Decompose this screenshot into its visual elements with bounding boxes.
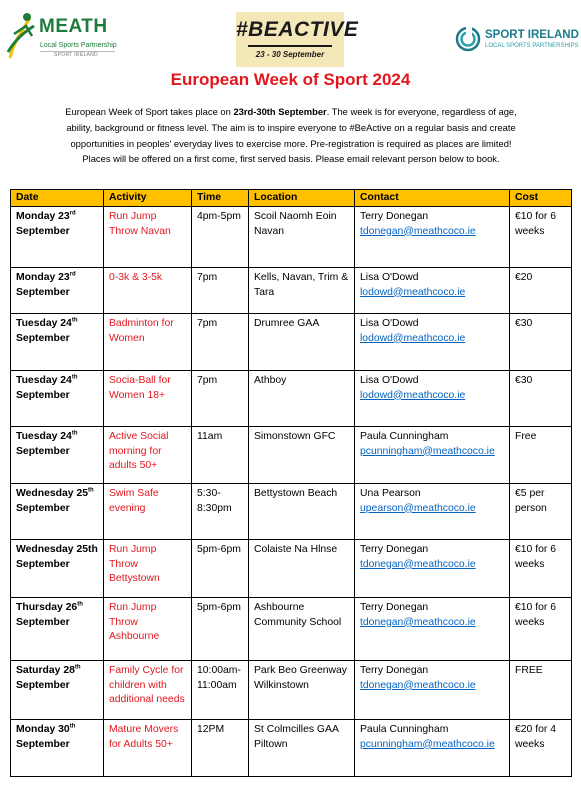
runner-figure-icon [6, 12, 36, 60]
event-time: 7pm [192, 371, 249, 427]
intro-text-rest: . The week is for everyone, regardless of age, ability, background or fitness level. The aim is to inspire everyone to #BeActive on a regular basis and create opportunities in peoples' everyday lives to exercise more. Pre-registration is required as places are limited! Places will be offered on a first come, first served basis. Please email relevant person below to book. [66, 106, 517, 165]
event-activity: 0-3k & 3-5k [104, 268, 192, 314]
table-row [11, 314, 572, 371]
event-day: Tuesday 24 [16, 318, 72, 329]
header-location: Location [249, 190, 355, 207]
table-row [11, 484, 572, 540]
event-location: Athboy [249, 371, 355, 427]
header-cost: Cost [510, 190, 572, 207]
event-cost: €10 for 6 weeks [510, 540, 572, 598]
beactive-logo [236, 12, 359, 67]
event-activity: Run Jump Throw Bettystown [104, 540, 192, 598]
event-date [11, 207, 104, 268]
meath-logo-title: MEATH [39, 16, 108, 37]
event-day-ordinal: th [71, 317, 78, 324]
event-day: Saturday 28 [16, 665, 75, 676]
event-day: Wednesday 25 [16, 488, 88, 499]
event-contact [355, 540, 510, 598]
header-time: Time [192, 190, 249, 207]
event-location: Simonstown GFC [249, 427, 355, 484]
contact-email-link[interactable]: tdonegan@meathcoco.ie [360, 616, 476, 628]
table-row [11, 371, 572, 427]
event-day-ordinal: th [77, 601, 83, 608]
events-table [10, 189, 572, 777]
event-day-ordinal: th [71, 430, 78, 437]
event-cost: €30 [510, 314, 572, 371]
event-month: September [16, 389, 70, 401]
contact-email-link[interactable]: lodowd@meathcoco.ie [360, 332, 466, 344]
contact-email-link[interactable]: pcunningham@meathcoco.ie [360, 445, 495, 457]
event-day: Wednesday 25th [16, 544, 98, 555]
event-activity: Mature Movers for Adults 50+ [104, 720, 192, 777]
event-activity: Badminton for Women [104, 314, 192, 371]
table-row [11, 661, 572, 720]
event-cost: €20 for 4 weeks [510, 720, 572, 777]
intro-text-start: European Week of Sport takes place on [65, 106, 234, 117]
event-month: September [16, 502, 70, 514]
event-date [11, 268, 104, 314]
event-day: Tuesday 24 [16, 431, 72, 442]
event-contact [355, 661, 510, 720]
contact-email-link[interactable]: lodowd@meathcoco.ie [360, 389, 466, 401]
event-date [11, 540, 104, 598]
event-contact [355, 207, 510, 268]
event-location: Kells, Navan, Trim & Tara [249, 268, 355, 314]
event-time: 5:30-8:30pm [192, 484, 249, 540]
contact-name: Terry Donegan [360, 665, 429, 676]
contact-name: Lisa O'Dowd [360, 318, 419, 329]
sport-ireland-logo [455, 24, 579, 58]
event-contact [355, 371, 510, 427]
header-date: Date [11, 190, 104, 207]
contact-name: Lisa O'Dowd [360, 375, 419, 386]
event-contact [355, 427, 510, 484]
event-date [11, 661, 104, 720]
event-month: September [16, 558, 70, 570]
event-month: September [16, 225, 70, 237]
sport-ireland-subtitle: LOCAL SPORTS PARTNERSHIPS [485, 43, 579, 49]
event-day: Monday 30 [16, 724, 70, 735]
meath-logo-tagline: SPORT IRELAND [54, 52, 99, 58]
event-day: Tuesday 24 [16, 375, 72, 386]
contact-name: Terry Donegan [360, 544, 429, 555]
event-day: Monday 23 [16, 272, 70, 283]
beactive-logo-dates: 23 - 30 September [255, 50, 325, 59]
header-activity: Activity [104, 190, 192, 207]
event-month: September [16, 738, 70, 750]
event-activity: Run Jump Throw Navan [104, 207, 192, 268]
contact-email-link[interactable]: tdonegan@meathcoco.ie [360, 225, 476, 237]
meath-logo-subtitle: Local Sports Partnership [40, 42, 117, 49]
beactive-logo-title: #BEACTIVE [236, 18, 359, 41]
event-cost: €20 [510, 268, 572, 314]
event-contact [355, 484, 510, 540]
event-time: 4pm-5pm [192, 207, 249, 268]
event-day-ordinal: th [71, 374, 78, 381]
contact-name: Una Pearson [360, 488, 421, 499]
event-location: Bettystown Beach [249, 484, 355, 540]
event-date [11, 598, 104, 661]
contact-email-link[interactable]: tdonegan@meathcoco.ie [360, 679, 476, 691]
header-contact: Contact [355, 190, 510, 207]
event-time: 7pm [192, 314, 249, 371]
event-time: 5pm-6pm [192, 540, 249, 598]
event-cost: €30 [510, 371, 572, 427]
event-day-ordinal: th [88, 487, 94, 494]
event-month: September [16, 332, 70, 344]
event-time: 7pm [192, 268, 249, 314]
table-row [11, 207, 572, 268]
contact-email-link[interactable]: upearson@meathcoco.ie [360, 502, 476, 514]
event-activity: Active Social morning for adults 50+ [104, 427, 192, 484]
event-cost: €10 for 6 weeks [510, 598, 572, 661]
event-cost: FREE [510, 661, 572, 720]
event-date [11, 720, 104, 777]
event-activity: Run Jump Throw Ashbourne [104, 598, 192, 661]
contact-name: Terry Donegan [360, 602, 429, 613]
event-contact [355, 598, 510, 661]
event-location: Park Beo Greenway Wilkinstown [249, 661, 355, 720]
event-cost: Free [510, 427, 572, 484]
meath-lsp-logo [6, 10, 121, 64]
event-date [11, 314, 104, 371]
table-header-row [11, 190, 572, 207]
event-day-ordinal: rd [69, 271, 76, 278]
event-location: Ashbourne Community School [249, 598, 355, 661]
intro-dates: 23rd-30th September [233, 106, 327, 117]
event-location: Scoil Naomh Eoin Navan [249, 207, 355, 268]
event-time: 11am [192, 427, 249, 484]
event-month: September [16, 679, 70, 691]
event-activity: Family Cycle for children with additional needs [104, 661, 192, 720]
intro-paragraph [56, 104, 526, 167]
event-cost: €5 per person [510, 484, 572, 540]
event-contact [355, 314, 510, 371]
event-time: 12PM [192, 720, 249, 777]
event-date [11, 371, 104, 427]
event-activity: Swim Safe evening [104, 484, 192, 540]
sport-ireland-swirl-icon [455, 26, 481, 52]
event-date [11, 427, 104, 484]
table-row [11, 268, 572, 314]
event-month: September [16, 616, 70, 628]
contact-email-link[interactable]: tdonegan@meathcoco.ie [360, 558, 476, 570]
contact-name: Lisa O'Dowd [360, 272, 419, 283]
contact-name: Paula Cunningham [360, 431, 449, 442]
table-row [11, 427, 572, 484]
event-month: September [16, 445, 70, 457]
event-day: Thursday 26 [16, 602, 78, 613]
event-time: 5pm-6pm [192, 598, 249, 661]
event-location: Drumree GAA [249, 314, 355, 371]
event-activity: Socia-Ball for Women 18+ [104, 371, 192, 427]
beactive-logo-divider [248, 45, 332, 47]
table-row [11, 720, 572, 777]
event-day-ordinal: th [69, 723, 76, 730]
table-row [11, 598, 572, 661]
contact-name: Paula Cunningham [360, 724, 449, 735]
event-month: September [16, 286, 70, 298]
event-cost: €10 for 6 weeks [510, 207, 572, 268]
page-title: European Week of Sport 2024 [170, 70, 411, 89]
event-time: 10:00am-11:00am [192, 661, 249, 720]
event-contact [355, 720, 510, 777]
contact-email-link[interactable]: lodowd@meathcoco.ie [360, 286, 466, 298]
event-date [11, 484, 104, 540]
contact-name: Terry Donegan [360, 211, 429, 222]
table-row [11, 540, 572, 598]
event-location: St Colmcilles GAA Piltown [249, 720, 355, 777]
event-contact [355, 268, 510, 314]
event-day-ordinal: th [74, 664, 81, 671]
sport-ireland-title: SPORT IRELAND [485, 29, 579, 41]
event-day-ordinal: rd [69, 210, 76, 217]
contact-email-link[interactable]: pcunningham@meathcoco.ie [360, 738, 495, 750]
event-location: Colaiste Na Hlnse [249, 540, 355, 598]
event-day: Monday 23 [16, 211, 70, 222]
